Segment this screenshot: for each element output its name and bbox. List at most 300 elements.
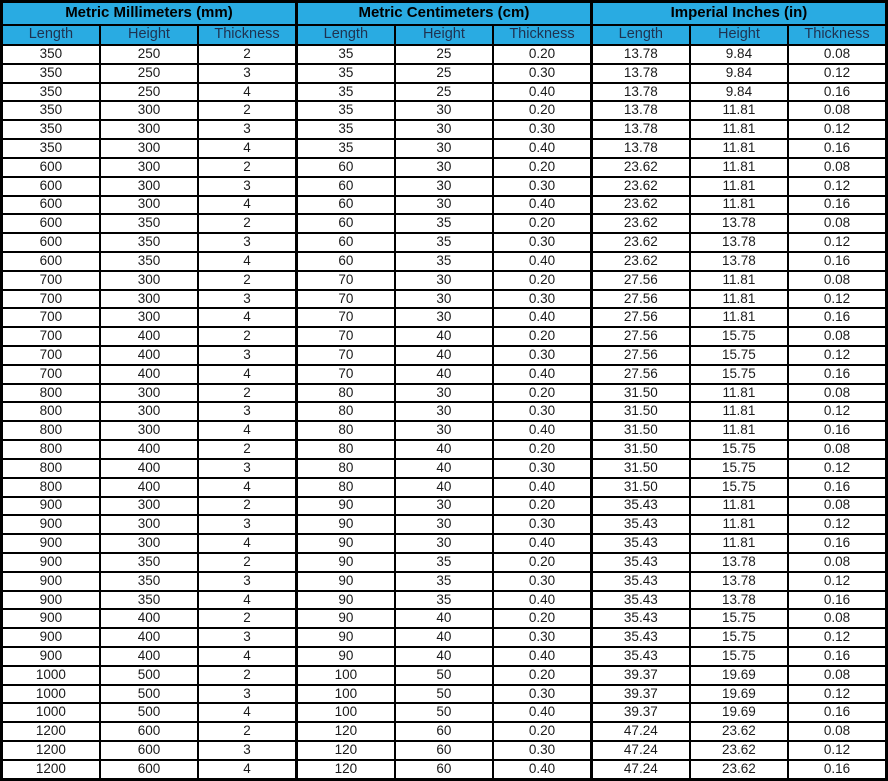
cell-mm-thickness: 2 [198, 666, 296, 685]
cell-in-length: 35.43 [591, 515, 689, 534]
group-header-metric-mm: Metric Millimeters (mm) [2, 2, 297, 26]
table-row [2, 45, 887, 64]
cell-cm-length: 90 [296, 534, 394, 553]
cell-cm-thickness: 0.40 [493, 421, 591, 440]
cell-mm-length: 700 [2, 271, 100, 290]
cell-in-length: 31.50 [591, 421, 689, 440]
cell-mm-length: 600 [2, 214, 100, 233]
cell-in-length: 31.50 [591, 478, 689, 497]
cell-cm-length: 80 [296, 459, 394, 478]
cell-cm-length: 60 [296, 158, 394, 177]
cell-cm-thickness: 0.40 [493, 591, 591, 610]
cell-cm-length: 90 [296, 515, 394, 534]
cell-cm-height: 25 [395, 64, 493, 83]
cell-cm-thickness: 0.30 [493, 177, 591, 196]
cell-mm-height: 500 [100, 685, 198, 704]
cell-cm-thickness: 0.20 [493, 101, 591, 120]
cell-in-length: 23.62 [591, 196, 689, 215]
cell-cm-height: 50 [395, 685, 493, 704]
cell-mm-height: 250 [100, 83, 198, 102]
table-row [2, 384, 887, 403]
cell-in-height: 13.78 [690, 252, 788, 271]
cell-cm-thickness: 0.20 [493, 45, 591, 64]
table-row [2, 440, 887, 459]
cell-in-thickness: 0.08 [788, 497, 886, 516]
table-row [2, 628, 887, 647]
table-row [2, 271, 887, 290]
cell-in-height: 15.75 [690, 440, 788, 459]
cell-in-length: 13.78 [591, 139, 689, 158]
cell-mm-thickness: 3 [198, 685, 296, 704]
cell-cm-height: 50 [395, 703, 493, 722]
cell-in-length: 31.50 [591, 402, 689, 421]
table-row [2, 308, 887, 327]
cell-in-length: 13.78 [591, 64, 689, 83]
cell-cm-thickness: 0.40 [493, 534, 591, 553]
cell-mm-height: 500 [100, 666, 198, 685]
cell-cm-height: 60 [395, 741, 493, 760]
cell-mm-length: 1200 [2, 741, 100, 760]
cell-mm-height: 250 [100, 45, 198, 64]
cell-cm-length: 90 [296, 628, 394, 647]
cell-mm-height: 250 [100, 64, 198, 83]
cell-mm-height: 300 [100, 196, 198, 215]
cell-in-length: 27.56 [591, 365, 689, 384]
cell-mm-thickness: 3 [198, 515, 296, 534]
cell-cm-thickness: 0.40 [493, 196, 591, 215]
cell-mm-height: 350 [100, 214, 198, 233]
cell-in-thickness: 0.08 [788, 553, 886, 572]
table-row [2, 609, 887, 628]
cell-in-height: 15.75 [690, 459, 788, 478]
cell-mm-height: 350 [100, 252, 198, 271]
cell-in-height: 11.81 [690, 271, 788, 290]
cell-in-height: 15.75 [690, 346, 788, 365]
cell-cm-length: 35 [296, 64, 394, 83]
cell-mm-thickness: 2 [198, 722, 296, 741]
column-header-mm-length: Length [2, 25, 100, 45]
cell-mm-length: 900 [2, 515, 100, 534]
table-row [2, 534, 887, 553]
cell-mm-thickness: 2 [198, 158, 296, 177]
cell-mm-thickness: 3 [198, 64, 296, 83]
cell-in-length: 31.50 [591, 459, 689, 478]
cell-in-height: 19.69 [690, 666, 788, 685]
cell-cm-length: 60 [296, 252, 394, 271]
cell-mm-length: 800 [2, 459, 100, 478]
cell-mm-length: 1000 [2, 685, 100, 704]
cell-mm-length: 900 [2, 572, 100, 591]
cell-in-thickness: 0.12 [788, 120, 886, 139]
table-row [2, 177, 887, 196]
cell-cm-height: 35 [395, 252, 493, 271]
cell-cm-height: 40 [395, 365, 493, 384]
cell-in-length: 35.43 [591, 647, 689, 666]
table-header [2, 2, 887, 46]
cell-cm-thickness: 0.30 [493, 459, 591, 478]
table-row [2, 666, 887, 685]
cell-in-height: 15.75 [690, 365, 788, 384]
table-row [2, 120, 887, 139]
cell-mm-thickness: 4 [198, 591, 296, 610]
cell-in-length: 13.78 [591, 101, 689, 120]
cell-cm-length: 60 [296, 233, 394, 252]
cell-in-height: 9.84 [690, 64, 788, 83]
cell-in-thickness: 0.12 [788, 685, 886, 704]
table-row [2, 685, 887, 704]
cell-mm-height: 350 [100, 233, 198, 252]
cell-cm-thickness: 0.20 [493, 666, 591, 685]
cell-mm-length: 1200 [2, 760, 100, 780]
column-header-mm-height: Height [100, 25, 198, 45]
cell-cm-thickness: 0.30 [493, 572, 591, 591]
cell-cm-height: 40 [395, 628, 493, 647]
cell-cm-length: 70 [296, 327, 394, 346]
cell-in-thickness: 0.08 [788, 384, 886, 403]
cell-cm-height: 30 [395, 196, 493, 215]
cell-mm-thickness: 4 [198, 365, 296, 384]
cell-mm-height: 400 [100, 478, 198, 497]
cell-mm-height: 400 [100, 346, 198, 365]
cell-mm-length: 900 [2, 534, 100, 553]
cell-in-thickness: 0.12 [788, 402, 886, 421]
cell-cm-height: 30 [395, 158, 493, 177]
column-header-cm-length: Length [296, 25, 394, 45]
cell-mm-length: 350 [2, 101, 100, 120]
cell-cm-length: 60 [296, 196, 394, 215]
cell-cm-height: 40 [395, 440, 493, 459]
cell-in-height: 11.81 [690, 534, 788, 553]
cell-in-thickness: 0.16 [788, 83, 886, 102]
cell-in-height: 11.81 [690, 308, 788, 327]
cell-cm-thickness: 0.30 [493, 628, 591, 647]
cell-cm-length: 90 [296, 609, 394, 628]
cell-mm-thickness: 4 [198, 760, 296, 780]
cell-in-thickness: 0.12 [788, 177, 886, 196]
cell-in-thickness: 0.12 [788, 628, 886, 647]
cell-in-thickness: 0.16 [788, 365, 886, 384]
cell-cm-length: 100 [296, 685, 394, 704]
cell-in-height: 15.75 [690, 609, 788, 628]
cell-in-length: 23.62 [591, 177, 689, 196]
cell-cm-height: 30 [395, 497, 493, 516]
cell-in-length: 23.62 [591, 252, 689, 271]
table-row [2, 64, 887, 83]
cell-mm-height: 300 [100, 421, 198, 440]
cell-in-length: 47.24 [591, 760, 689, 780]
table-row [2, 327, 887, 346]
cell-in-thickness: 0.16 [788, 196, 886, 215]
cell-cm-length: 90 [296, 572, 394, 591]
cell-mm-thickness: 3 [198, 120, 296, 139]
cell-cm-thickness: 0.40 [493, 703, 591, 722]
cell-in-thickness: 0.16 [788, 308, 886, 327]
cell-mm-height: 300 [100, 497, 198, 516]
cell-in-length: 23.62 [591, 233, 689, 252]
table-row [2, 572, 887, 591]
column-header-in-height: Height [690, 25, 788, 45]
cell-in-length: 27.56 [591, 290, 689, 309]
cell-cm-height: 25 [395, 45, 493, 64]
cell-cm-thickness: 0.30 [493, 346, 591, 365]
cell-mm-thickness: 4 [198, 703, 296, 722]
cell-mm-thickness: 3 [198, 459, 296, 478]
cell-cm-length: 70 [296, 271, 394, 290]
column-header-cm-height: Height [395, 25, 493, 45]
cell-mm-length: 800 [2, 421, 100, 440]
cell-cm-length: 100 [296, 666, 394, 685]
cell-cm-length: 60 [296, 177, 394, 196]
cell-mm-length: 800 [2, 384, 100, 403]
cell-mm-length: 600 [2, 233, 100, 252]
cell-in-height: 23.62 [690, 741, 788, 760]
cell-in-thickness: 0.12 [788, 64, 886, 83]
table-body [2, 45, 887, 780]
cell-in-thickness: 0.16 [788, 252, 886, 271]
cell-cm-height: 30 [395, 177, 493, 196]
table-row [2, 365, 887, 384]
cell-cm-height: 40 [395, 609, 493, 628]
cell-cm-length: 35 [296, 83, 394, 102]
cell-in-thickness: 0.12 [788, 233, 886, 252]
table-row [2, 421, 887, 440]
cell-cm-height: 35 [395, 591, 493, 610]
cell-in-height: 13.78 [690, 553, 788, 572]
cell-cm-thickness: 0.40 [493, 647, 591, 666]
cell-mm-height: 300 [100, 101, 198, 120]
cell-cm-height: 40 [395, 327, 493, 346]
cell-cm-height: 50 [395, 666, 493, 685]
table-row [2, 252, 887, 271]
cell-in-height: 19.69 [690, 685, 788, 704]
table-row [2, 647, 887, 666]
cell-in-height: 11.81 [690, 101, 788, 120]
cell-mm-thickness: 3 [198, 572, 296, 591]
cell-in-length: 35.43 [591, 534, 689, 553]
cell-cm-thickness: 0.20 [493, 609, 591, 628]
cell-mm-height: 400 [100, 647, 198, 666]
cell-cm-thickness: 0.40 [493, 365, 591, 384]
cell-mm-thickness: 4 [198, 534, 296, 553]
cell-mm-length: 900 [2, 628, 100, 647]
cell-cm-thickness: 0.20 [493, 497, 591, 516]
cell-mm-thickness: 4 [198, 83, 296, 102]
cell-mm-length: 800 [2, 402, 100, 421]
group-header-row [2, 2, 887, 26]
cell-mm-thickness: 2 [198, 497, 296, 516]
cell-mm-thickness: 4 [198, 647, 296, 666]
cell-in-height: 15.75 [690, 327, 788, 346]
cell-in-height: 15.75 [690, 628, 788, 647]
cell-mm-thickness: 4 [198, 308, 296, 327]
cell-in-thickness: 0.12 [788, 515, 886, 534]
cell-cm-thickness: 0.30 [493, 120, 591, 139]
table-row [2, 101, 887, 120]
cell-cm-length: 90 [296, 497, 394, 516]
cell-in-height: 11.81 [690, 384, 788, 403]
cell-in-length: 13.78 [591, 83, 689, 102]
cell-in-height: 19.69 [690, 703, 788, 722]
cell-cm-thickness: 0.30 [493, 64, 591, 83]
cell-in-height: 11.81 [690, 515, 788, 534]
cell-mm-thickness: 2 [198, 440, 296, 459]
cell-cm-height: 30 [395, 308, 493, 327]
cell-cm-height: 30 [395, 534, 493, 553]
cell-mm-thickness: 4 [198, 478, 296, 497]
cell-mm-length: 600 [2, 177, 100, 196]
cell-mm-thickness: 3 [198, 290, 296, 309]
cell-mm-length: 1200 [2, 722, 100, 741]
cell-mm-length: 900 [2, 553, 100, 572]
cell-in-height: 11.81 [690, 290, 788, 309]
cell-mm-thickness: 3 [198, 741, 296, 760]
cell-cm-height: 30 [395, 515, 493, 534]
cell-cm-thickness: 0.20 [493, 158, 591, 177]
table-row [2, 703, 887, 722]
cell-mm-height: 300 [100, 158, 198, 177]
cell-in-length: 35.43 [591, 553, 689, 572]
cell-cm-length: 70 [296, 308, 394, 327]
cell-mm-length: 600 [2, 196, 100, 215]
cell-mm-length: 700 [2, 290, 100, 309]
cell-mm-height: 300 [100, 515, 198, 534]
cell-in-height: 15.75 [690, 647, 788, 666]
column-header-row [2, 25, 887, 45]
cell-in-thickness: 0.08 [788, 609, 886, 628]
cell-mm-height: 300 [100, 384, 198, 403]
cell-mm-thickness: 3 [198, 177, 296, 196]
cell-in-height: 11.81 [690, 139, 788, 158]
cell-in-length: 35.43 [591, 591, 689, 610]
cell-cm-length: 120 [296, 722, 394, 741]
cell-mm-length: 800 [2, 440, 100, 459]
group-header-imperial-in: Imperial Inches (in) [591, 2, 886, 26]
cell-cm-thickness: 0.30 [493, 402, 591, 421]
cell-mm-thickness: 2 [198, 327, 296, 346]
cell-in-length: 35.43 [591, 628, 689, 647]
cell-in-length: 35.43 [591, 497, 689, 516]
cell-mm-thickness: 3 [198, 628, 296, 647]
column-header-in-thickness: Thickness [788, 25, 886, 45]
table-row [2, 196, 887, 215]
table-row [2, 346, 887, 365]
cell-mm-thickness: 3 [198, 402, 296, 421]
cell-in-length: 27.56 [591, 308, 689, 327]
cell-in-thickness: 0.08 [788, 666, 886, 685]
cell-in-height: 9.84 [690, 83, 788, 102]
cell-in-length: 39.37 [591, 666, 689, 685]
cell-cm-thickness: 0.20 [493, 384, 591, 403]
cell-cm-length: 35 [296, 139, 394, 158]
table-row [2, 760, 887, 780]
cell-cm-length: 35 [296, 45, 394, 64]
cell-cm-thickness: 0.40 [493, 252, 591, 271]
cell-cm-length: 80 [296, 384, 394, 403]
cell-mm-height: 600 [100, 760, 198, 780]
cell-in-length: 27.56 [591, 271, 689, 290]
cell-mm-thickness: 2 [198, 384, 296, 403]
table-row [2, 553, 887, 572]
cell-mm-length: 900 [2, 591, 100, 610]
cell-mm-height: 300 [100, 402, 198, 421]
cell-in-length: 13.78 [591, 120, 689, 139]
cell-mm-height: 400 [100, 327, 198, 346]
cell-mm-length: 700 [2, 308, 100, 327]
cell-cm-thickness: 0.30 [493, 233, 591, 252]
table-row [2, 139, 887, 158]
cell-cm-height: 30 [395, 101, 493, 120]
cell-in-height: 11.81 [690, 497, 788, 516]
cell-in-thickness: 0.16 [788, 703, 886, 722]
cell-mm-height: 400 [100, 365, 198, 384]
cell-in-height: 11.81 [690, 120, 788, 139]
table-row [2, 83, 887, 102]
cell-in-thickness: 0.12 [788, 459, 886, 478]
cell-mm-thickness: 3 [198, 346, 296, 365]
cell-cm-length: 70 [296, 365, 394, 384]
cell-mm-length: 350 [2, 120, 100, 139]
cell-in-height: 13.78 [690, 572, 788, 591]
cell-in-thickness: 0.08 [788, 327, 886, 346]
cell-in-height: 13.78 [690, 233, 788, 252]
cell-in-thickness: 0.16 [788, 534, 886, 553]
cell-mm-height: 350 [100, 591, 198, 610]
cell-in-height: 23.62 [690, 722, 788, 741]
cell-in-height: 15.75 [690, 478, 788, 497]
cell-mm-height: 400 [100, 609, 198, 628]
cell-in-height: 11.81 [690, 196, 788, 215]
group-header-metric-cm: Metric Centimeters (cm) [296, 2, 591, 26]
cell-cm-height: 30 [395, 402, 493, 421]
cell-cm-height: 40 [395, 478, 493, 497]
cell-in-thickness: 0.16 [788, 760, 886, 780]
cell-mm-height: 600 [100, 722, 198, 741]
cell-mm-length: 350 [2, 83, 100, 102]
cell-cm-height: 60 [395, 760, 493, 780]
cell-mm-thickness: 3 [198, 233, 296, 252]
table-row [2, 402, 887, 421]
cell-cm-length: 60 [296, 214, 394, 233]
cell-cm-length: 70 [296, 290, 394, 309]
cell-cm-thickness: 0.40 [493, 478, 591, 497]
table-row [2, 497, 887, 516]
cell-in-height: 11.81 [690, 421, 788, 440]
cell-in-height: 9.84 [690, 45, 788, 64]
cell-cm-length: 90 [296, 553, 394, 572]
table-row [2, 459, 887, 478]
cell-in-thickness: 0.16 [788, 478, 886, 497]
cell-cm-thickness: 0.30 [493, 290, 591, 309]
cell-in-length: 39.37 [591, 685, 689, 704]
cell-in-thickness: 0.08 [788, 440, 886, 459]
cell-mm-height: 400 [100, 440, 198, 459]
table-row [2, 722, 887, 741]
cell-cm-thickness: 0.20 [493, 722, 591, 741]
cell-cm-length: 90 [296, 647, 394, 666]
cell-mm-length: 900 [2, 609, 100, 628]
cell-mm-thickness: 4 [198, 196, 296, 215]
cell-mm-length: 900 [2, 497, 100, 516]
cell-mm-height: 300 [100, 290, 198, 309]
cell-cm-height: 35 [395, 214, 493, 233]
cell-in-height: 13.78 [690, 214, 788, 233]
cell-mm-length: 700 [2, 365, 100, 384]
cell-cm-height: 35 [395, 233, 493, 252]
cell-in-height: 13.78 [690, 591, 788, 610]
cell-mm-length: 700 [2, 327, 100, 346]
cell-mm-height: 300 [100, 308, 198, 327]
cell-mm-height: 400 [100, 628, 198, 647]
